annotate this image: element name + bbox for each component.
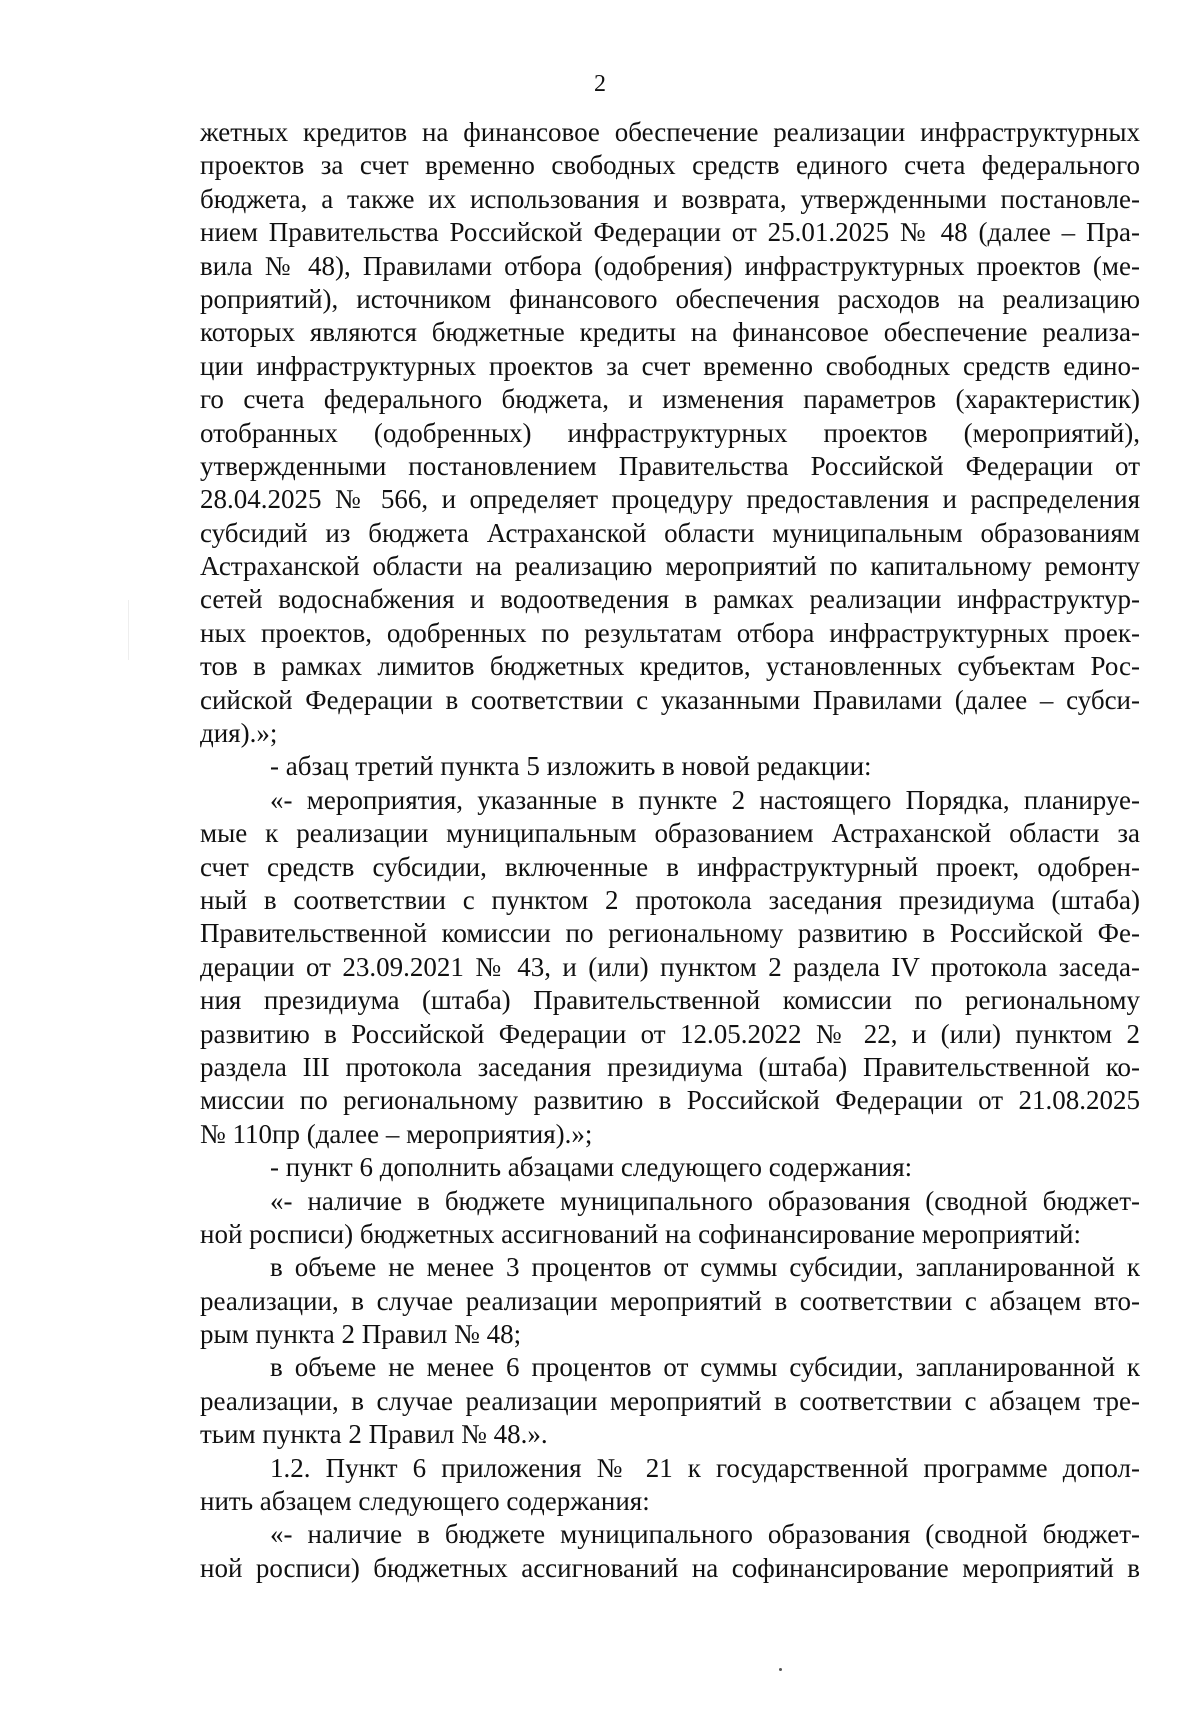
text-line: - пункт 6 дополнить абзацами следующего содержания: [270,1152,913,1183]
text-line: 28.04.2025 № 566, и определяет процедуру предоставления и распределения [200,484,1140,515]
scan-artifact-dot [779,1668,782,1671]
text-line: развитию в Российской Федерации от 12.05.2022 № 22, и (или) пунктом 2 [200,1018,1140,1049]
text-line: «- мероприятия, указанные в пункте 2 настоящего Порядка, планируе- [270,784,1140,815]
page-number: 2 [594,71,606,97]
text-line: отобранных (одобренных) инфраструктурных проектов (мероприятий), [200,417,1140,448]
text-line: в объеме не менее 3 процентов от суммы субсидии, запланированной к [270,1252,1140,1283]
text-line: проектов за счет временно свободных средств единого счета федерального [200,150,1140,181]
text-line: бюджета, а также их использования и возврата, утвержденными постановле- [200,183,1140,214]
text-line: «- наличие в бюджете муниципального образования (сводной бюджет- [270,1185,1140,1216]
text-line: тов в рамках лимитов бюджетных кредитов, установленных субъектам Рос- [200,651,1140,682]
text-line: утвержденными постановлением Правительства Российской Федерации от [200,450,1140,481]
text-line: Астраханской области на реализацию мероприятий по капитальному ремонту [200,551,1140,582]
text-line: тьим пункта 2 Правил № 48.». [200,1419,548,1450]
text-line: ных проектов, одобренных по результатам отбора инфраструктурных проек- [200,617,1140,648]
text-line: № 110пр (далее – мероприятия).»; [200,1118,593,1149]
text-line: которых являются бюджетные кредиты на финансовое обеспечение реализа- [200,317,1140,348]
text-line: ной росписи) бюджетных ассигнований на софинансирование мероприятий: [200,1218,1081,1249]
text-line: нием Правительства Российской Федерации от 25.01.2025 № 48 (далее – Пра- [200,217,1140,248]
text-line: Правительственной комиссии по региональному развитию в Российской Фе- [200,918,1140,949]
text-line: сетей водоснабжения и водоотведения в рамках реализации инфраструктур- [200,584,1140,615]
text-line: ции инфраструктурных проектов за счет временно свободных средств едино- [200,350,1140,381]
text-line: субсидий из бюджета Астраханской области муниципальным образованиям [200,517,1140,548]
text-line: жетных кредитов на финансовое обеспечение реализации инфраструктурных [200,117,1140,147]
text-line: реализации, в случае реализации мероприятий в соответствии с абзацем вто- [200,1285,1140,1316]
text-line: реализации, в случае реализации мероприятий в соответствии с абзацем тре- [200,1385,1140,1416]
text-line: сийской Федерации в соответствии с указанными Правилами (далее – субси- [200,684,1140,715]
text-line: мые к реализации муниципальным образованием Астраханской области за [200,818,1140,849]
text-line: дия).»; [200,718,278,749]
text-line: го счета федерального бюджета, и изменения параметров (характеристик) [200,384,1140,415]
text-line: нить абзацем следующего содержания: [200,1486,650,1517]
document-body [200,116,1140,1585]
text-line: ния президиума (штаба) Правительственной комиссии по региональному [200,985,1140,1016]
text-line: роприятий), источником финансового обеспечения расходов на реализацию [200,283,1140,314]
text-line: раздела III протокола заседания президиума (штаба) Правительственной ко- [200,1051,1140,1082]
text-line: - абзац третий пункта 5 изложить в новой редакции: [270,751,872,782]
text-line: вила № 48), Правилами отбора (одобрения) инфраструктурных проектов (ме- [200,250,1140,281]
text-line: миссии по региональному развитию в Российской Федерации от 21.08.2025 [200,1085,1140,1116]
text-line: ной росписи) бюджетных ассигнований на софинансирование мероприятий в [200,1552,1140,1583]
text-line: 1.2. Пункт 6 приложения № 21 к государственной программе допол- [270,1452,1140,1483]
text-line: в объеме не менее 6 процентов от суммы субсидии, запланированной к [270,1352,1140,1383]
scan-artifact-line [128,600,129,660]
text-line: рым пункта 2 Правил № 48; [200,1319,522,1350]
text-line: счет средств субсидии, включенные в инфраструктурный проект, одобрен- [200,851,1140,882]
text-line: ный в соответствии с пунктом 2 протокола заседания президиума (штаба) [200,884,1140,915]
text-line: «- наличие в бюджете муниципального образования (сводной бюджет- [270,1519,1140,1550]
text-line: дерации от 23.09.2021 № 43, и (или) пунктом 2 раздела IV протокола заседа- [200,951,1140,982]
